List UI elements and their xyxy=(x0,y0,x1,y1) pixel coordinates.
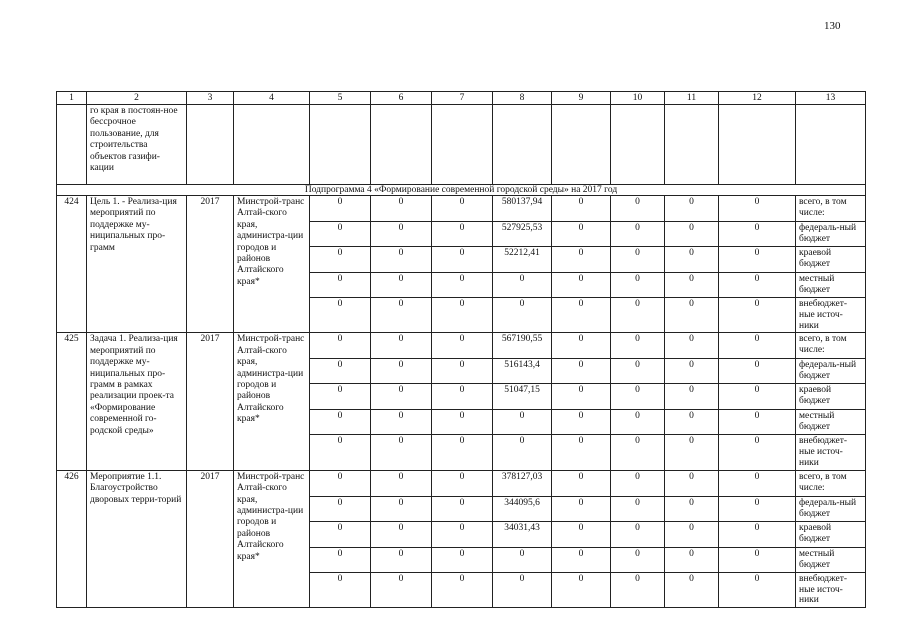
value-cell: 0 xyxy=(432,246,493,272)
value-cell: 0 xyxy=(719,521,796,547)
table-cell xyxy=(432,105,493,185)
value-cell: 0 xyxy=(665,246,719,272)
value-cell: 0 xyxy=(371,359,432,384)
row-year: 2017 xyxy=(187,470,234,607)
value-cell: 0 xyxy=(493,547,552,572)
row-executor: Минстрой-транс Алтай-ского края, администра-ции городов и районов Алтайского края* xyxy=(234,196,310,333)
table-cell xyxy=(611,105,665,185)
value-cell: 0 xyxy=(371,572,432,608)
funding-source: федераль-ный бюджет xyxy=(796,359,866,384)
funding-source: местный бюджет xyxy=(796,547,866,572)
row-year: 2017 xyxy=(187,333,234,470)
value-cell: 580137,94 xyxy=(493,196,552,222)
value-cell: 0 xyxy=(552,384,611,410)
funding-source: внебюджет-ные источ-ники xyxy=(796,572,866,608)
value-cell: 0 xyxy=(371,222,432,247)
value-cell: 34031,43 xyxy=(493,521,552,547)
value-cell: 0 xyxy=(432,521,493,547)
value-cell: 0 xyxy=(310,246,371,272)
value-cell: 0 xyxy=(719,496,796,521)
value-cell: 0 xyxy=(611,333,665,359)
table-row xyxy=(57,333,866,359)
column-header: 13 xyxy=(796,92,866,105)
value-cell: 0 xyxy=(665,272,719,297)
row-name: Цель 1. - Реализа-ция мероприятий по поддержке му-ниципальных про-грамм xyxy=(87,196,187,333)
row-index: 424 xyxy=(57,196,87,333)
value-cell: 0 xyxy=(552,222,611,247)
column-header: 6 xyxy=(371,92,432,105)
value-cell: 0 xyxy=(611,521,665,547)
value-cell: 0 xyxy=(552,572,611,608)
value-cell: 378127,03 xyxy=(493,470,552,496)
value-cell: 0 xyxy=(371,410,432,435)
value-cell: 0 xyxy=(665,384,719,410)
column-header: 1 xyxy=(57,92,87,105)
value-cell: 0 xyxy=(371,333,432,359)
funding-source: всего, в том числе: xyxy=(796,196,866,222)
value-cell: 0 xyxy=(310,359,371,384)
value-cell: 0 xyxy=(611,196,665,222)
column-header: 12 xyxy=(719,92,796,105)
value-cell: 0 xyxy=(432,547,493,572)
value-cell: 0 xyxy=(493,435,552,471)
table-cell xyxy=(310,105,371,185)
value-cell: 0 xyxy=(310,521,371,547)
funding-source: внебюджет-ные источ-ники xyxy=(796,435,866,471)
value-cell: 0 xyxy=(665,572,719,608)
value-cell: 0 xyxy=(552,410,611,435)
value-cell: 0 xyxy=(611,272,665,297)
funding-source: федераль-ный бюджет xyxy=(796,496,866,521)
value-cell: 0 xyxy=(310,435,371,471)
subprogram-title: Подпрограмма 4 «Формирование современной городской среды» на 2017 год xyxy=(57,185,866,196)
value-cell: 0 xyxy=(611,297,665,333)
value-cell: 0 xyxy=(552,359,611,384)
value-cell: 0 xyxy=(719,222,796,247)
column-header: 10 xyxy=(611,92,665,105)
value-cell: 516143,4 xyxy=(493,359,552,384)
column-header: 4 xyxy=(234,92,310,105)
value-cell: 0 xyxy=(611,359,665,384)
value-cell: 0 xyxy=(371,547,432,572)
table-cell xyxy=(552,105,611,185)
value-cell: 0 xyxy=(310,410,371,435)
value-cell: 0 xyxy=(611,384,665,410)
value-cell: 0 xyxy=(552,547,611,572)
funding-source: всего, в том числе: xyxy=(796,333,866,359)
funding-source: местный бюджет xyxy=(796,410,866,435)
value-cell: 0 xyxy=(432,359,493,384)
value-cell: 0 xyxy=(719,435,796,471)
value-cell: 344095,6 xyxy=(493,496,552,521)
funding-source: краевой бюджет xyxy=(796,246,866,272)
value-cell: 0 xyxy=(432,333,493,359)
value-cell: 0 xyxy=(552,196,611,222)
value-cell: 0 xyxy=(371,196,432,222)
value-cell: 0 xyxy=(611,435,665,471)
value-cell: 0 xyxy=(719,470,796,496)
value-cell: 0 xyxy=(665,521,719,547)
value-cell: 0 xyxy=(552,333,611,359)
value-cell: 0 xyxy=(611,246,665,272)
value-cell: 0 xyxy=(310,297,371,333)
table-cell xyxy=(371,105,432,185)
funding-source: местный бюджет xyxy=(796,272,866,297)
value-cell: 0 xyxy=(552,297,611,333)
value-cell: 0 xyxy=(371,297,432,333)
value-cell: 0 xyxy=(719,359,796,384)
value-cell: 0 xyxy=(611,547,665,572)
funding-source: всего, в том числе: xyxy=(796,470,866,496)
header-row xyxy=(57,92,866,105)
value-cell: 0 xyxy=(432,384,493,410)
funding-source: краевой бюджет xyxy=(796,384,866,410)
value-cell: 0 xyxy=(665,496,719,521)
value-cell: 0 xyxy=(310,196,371,222)
table-cell xyxy=(493,105,552,185)
table-cell xyxy=(796,105,866,185)
value-cell: 0 xyxy=(552,470,611,496)
value-cell: 0 xyxy=(371,521,432,547)
value-cell: 0 xyxy=(310,384,371,410)
value-cell: 0 xyxy=(432,222,493,247)
value-cell: 0 xyxy=(371,435,432,471)
value-cell: 0 xyxy=(432,572,493,608)
value-cell: 567190,55 xyxy=(493,333,552,359)
column-header: 2 xyxy=(87,92,187,105)
column-header: 11 xyxy=(665,92,719,105)
value-cell: 0 xyxy=(719,572,796,608)
value-cell: 0 xyxy=(310,547,371,572)
column-header: 3 xyxy=(187,92,234,105)
value-cell: 0 xyxy=(665,435,719,471)
row-name: Мероприятие 1.1. Благоустройство дворовых терри-торий xyxy=(87,470,187,607)
value-cell: 0 xyxy=(719,246,796,272)
row-name: Задача 1. Реализа-ция мероприятий по поддержке му-ниципальных про-грамм в рамках реализации проек-та «Формирование современной го-родской среды» xyxy=(87,333,187,470)
value-cell: 0 xyxy=(310,272,371,297)
value-cell: 0 xyxy=(310,496,371,521)
column-header: 7 xyxy=(432,92,493,105)
value-cell: 0 xyxy=(432,297,493,333)
value-cell: 0 xyxy=(552,272,611,297)
value-cell: 0 xyxy=(493,572,552,608)
row-executor: Минстрой-транс Алтай-ского края, администра-ции городов и районов Алтайского края* xyxy=(234,333,310,470)
table-row xyxy=(57,196,866,222)
table-row xyxy=(57,470,866,496)
row-index: 426 xyxy=(57,470,87,607)
value-cell: 0 xyxy=(432,435,493,471)
value-cell: 0 xyxy=(665,410,719,435)
value-cell: 0 xyxy=(493,297,552,333)
budget-table xyxy=(56,91,866,608)
table-cell xyxy=(187,105,234,185)
column-header: 5 xyxy=(310,92,371,105)
value-cell: 0 xyxy=(432,496,493,521)
value-cell: 0 xyxy=(432,196,493,222)
funding-source: внебюджет-ные источ-ники xyxy=(796,297,866,333)
value-cell: 0 xyxy=(611,470,665,496)
value-cell: 0 xyxy=(371,384,432,410)
value-cell: 0 xyxy=(432,470,493,496)
column-header: 8 xyxy=(493,92,552,105)
value-cell: 0 xyxy=(371,470,432,496)
value-cell: 0 xyxy=(611,496,665,521)
table-cell xyxy=(719,105,796,185)
column-header: 9 xyxy=(552,92,611,105)
value-cell: 0 xyxy=(310,572,371,608)
value-cell: 0 xyxy=(719,297,796,333)
value-cell: 527925,53 xyxy=(493,222,552,247)
value-cell: 0 xyxy=(493,272,552,297)
value-cell: 0 xyxy=(665,470,719,496)
table-cell xyxy=(234,105,310,185)
value-cell: 0 xyxy=(665,222,719,247)
value-cell: 0 xyxy=(310,222,371,247)
value-cell: 0 xyxy=(665,297,719,333)
value-cell: 0 xyxy=(432,410,493,435)
value-cell: 0 xyxy=(310,333,371,359)
value-cell: 0 xyxy=(719,272,796,297)
value-cell: 0 xyxy=(611,222,665,247)
subprogram-row xyxy=(57,185,866,196)
value-cell: 0 xyxy=(719,196,796,222)
value-cell: 0 xyxy=(665,359,719,384)
continuation-text: го края в постоян-ное бессрочное пользование, для строительства объектов газифи-кации xyxy=(87,105,187,185)
table-cell xyxy=(57,105,87,185)
value-cell: 0 xyxy=(665,547,719,572)
value-cell: 0 xyxy=(371,246,432,272)
value-cell: 51047,15 xyxy=(493,384,552,410)
row-year: 2017 xyxy=(187,196,234,333)
value-cell: 0 xyxy=(665,196,719,222)
value-cell: 0 xyxy=(611,410,665,435)
value-cell: 0 xyxy=(310,470,371,496)
row-executor: Минстрой-транс Алтай-ского края, администра-ции городов и районов Алтайского края* xyxy=(234,470,310,607)
value-cell: 0 xyxy=(493,410,552,435)
value-cell: 0 xyxy=(371,496,432,521)
value-cell: 0 xyxy=(719,384,796,410)
funding-source: краевой бюджет xyxy=(796,521,866,547)
value-cell: 0 xyxy=(552,521,611,547)
funding-source: федераль-ный бюджет xyxy=(796,222,866,247)
table-cell xyxy=(665,105,719,185)
value-cell: 52212,41 xyxy=(493,246,552,272)
value-cell: 0 xyxy=(371,272,432,297)
row-index: 425 xyxy=(57,333,87,470)
value-cell: 0 xyxy=(552,246,611,272)
value-cell: 0 xyxy=(432,272,493,297)
value-cell: 0 xyxy=(719,547,796,572)
value-cell: 0 xyxy=(665,333,719,359)
value-cell: 0 xyxy=(611,572,665,608)
value-cell: 0 xyxy=(719,333,796,359)
value-cell: 0 xyxy=(552,496,611,521)
value-cell: 0 xyxy=(719,410,796,435)
continuation-row xyxy=(57,105,866,185)
page-number: 130 xyxy=(824,20,841,32)
value-cell: 0 xyxy=(552,435,611,471)
